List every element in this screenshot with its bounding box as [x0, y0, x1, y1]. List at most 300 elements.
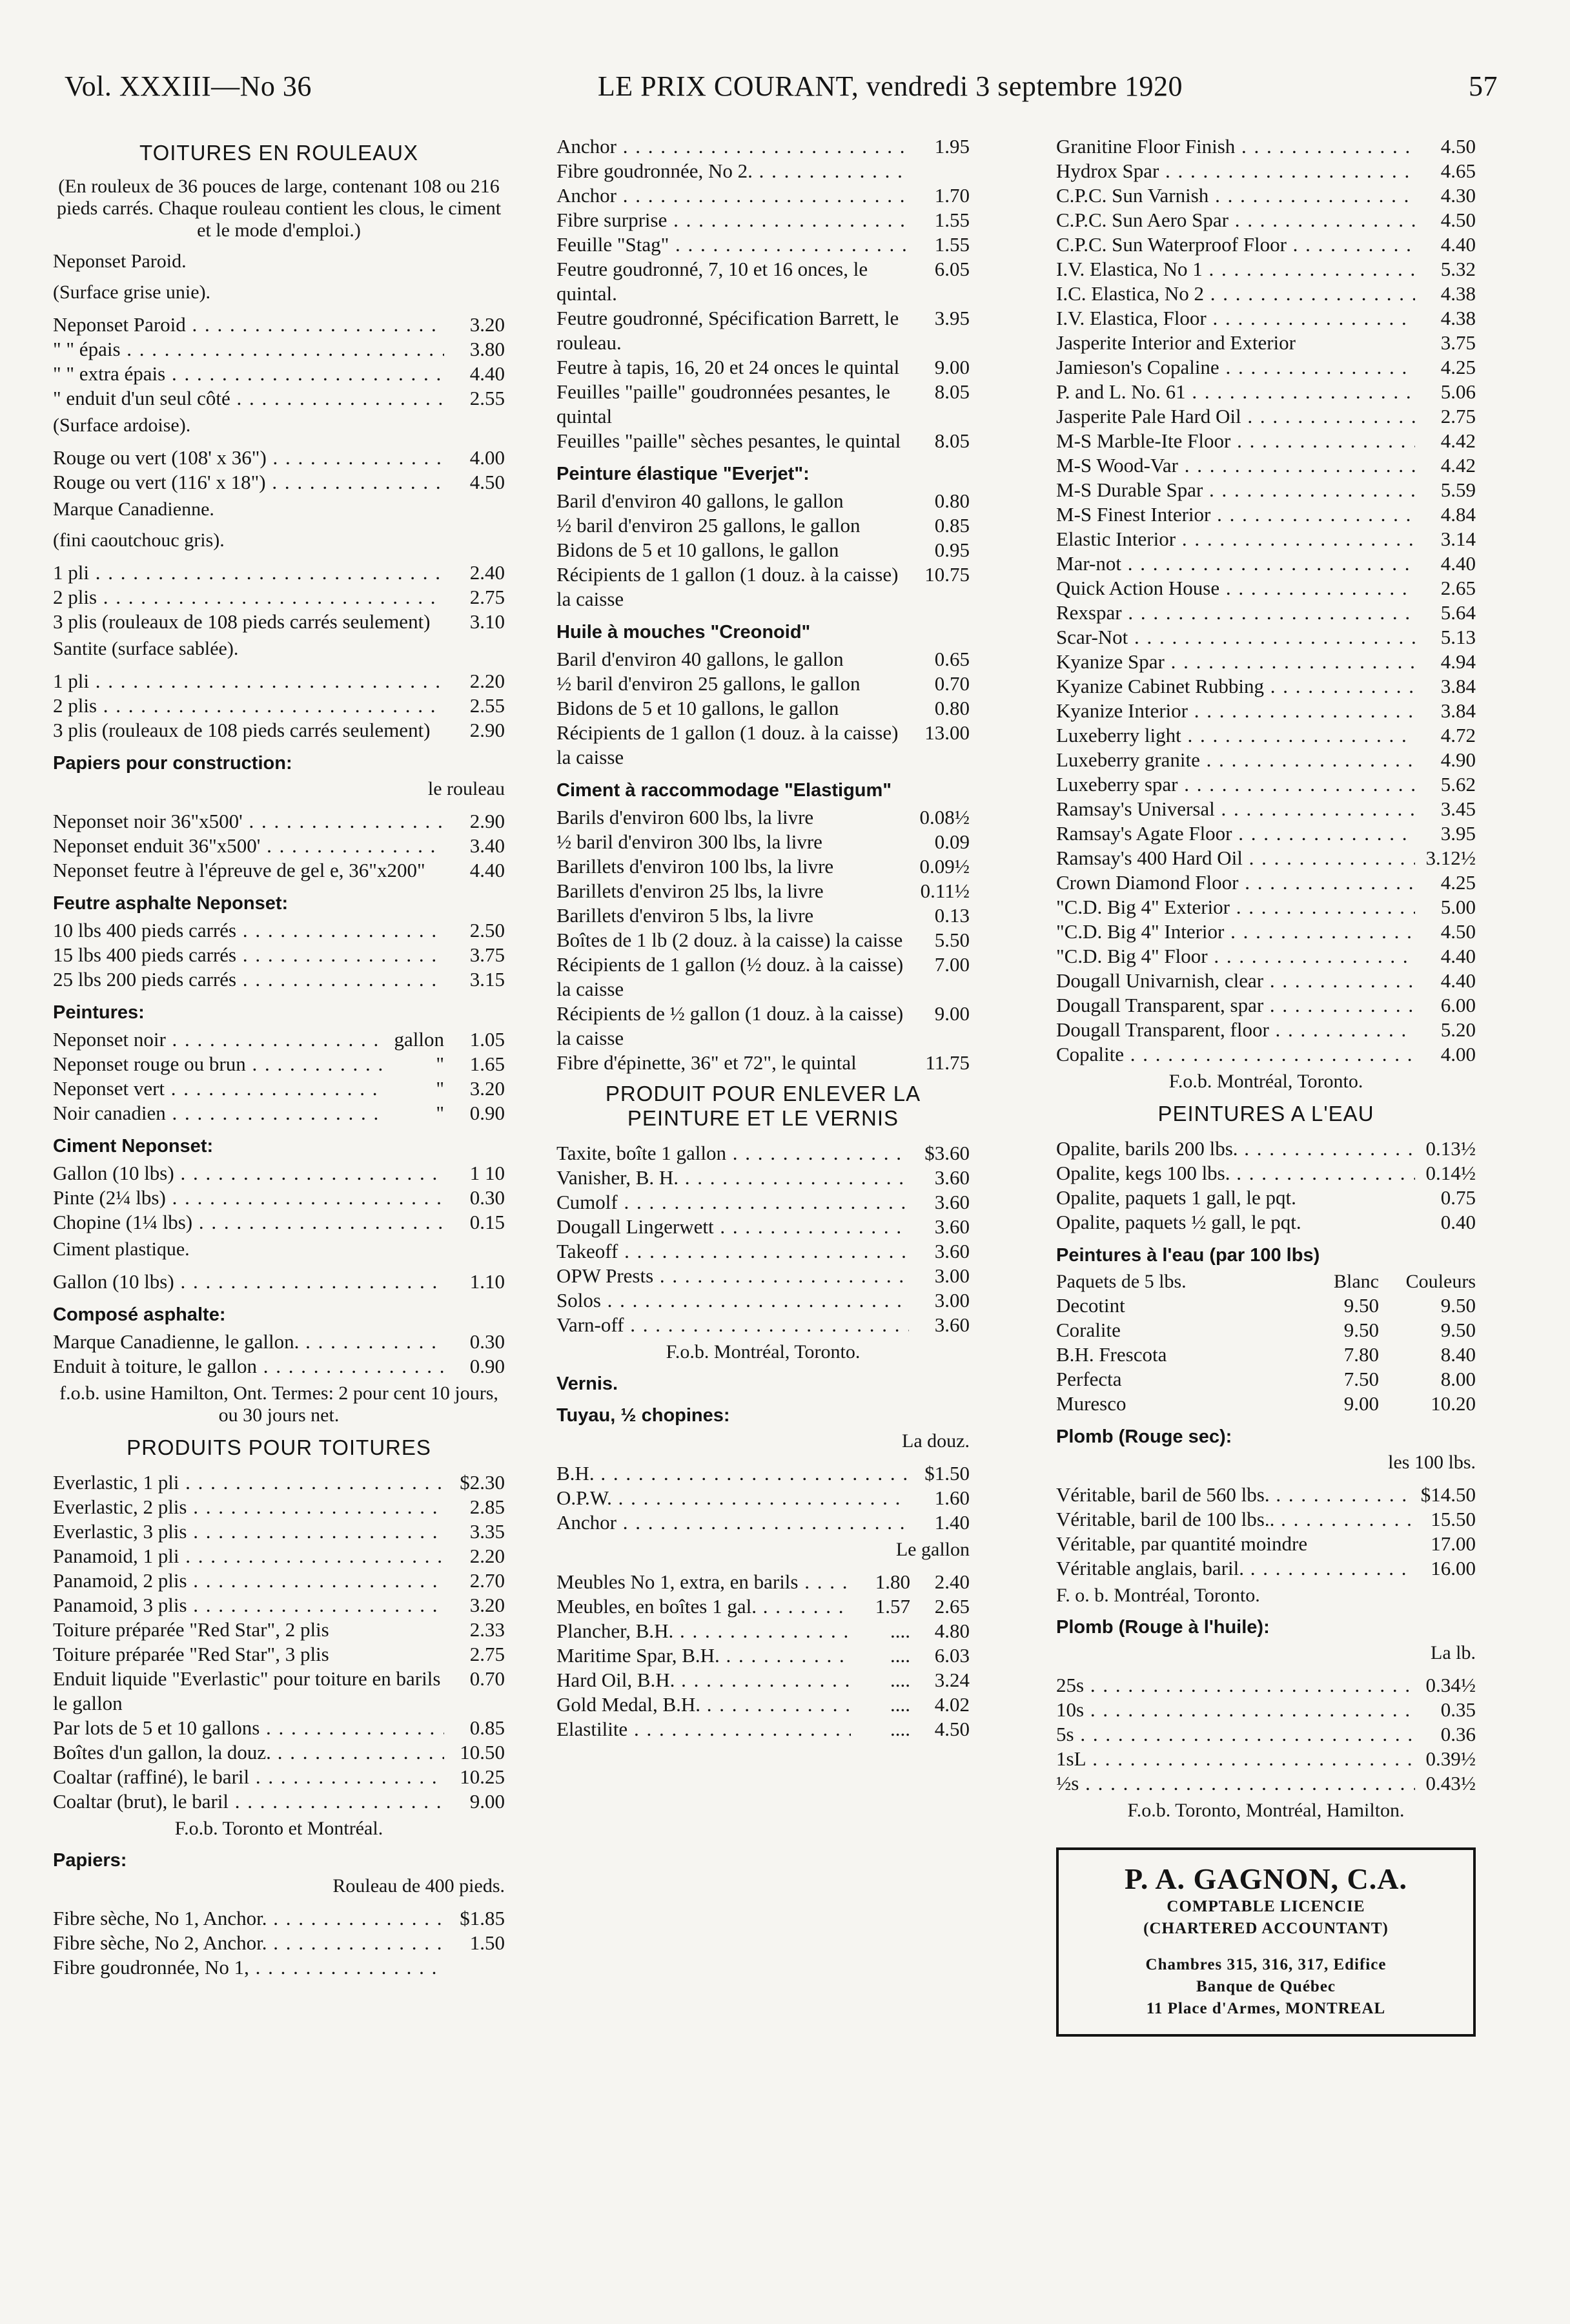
price-row	[53, 470, 505, 495]
subheading: Ciment plastique.	[53, 1239, 190, 1260]
item-name: Kyanize Spar . . .	[1056, 650, 1415, 674]
price-row	[53, 1076, 505, 1101]
ad-line: COMPTABLE LICENCIE	[1167, 1898, 1365, 1915]
price-row	[53, 1667, 505, 1716]
price-row	[53, 362, 505, 386]
item-name: I.V. Elastica, No 1 . . .	[1056, 257, 1415, 282]
price-row	[1056, 478, 1476, 502]
item-price: 8.40	[1440, 1343, 1476, 1366]
price-list	[556, 805, 970, 1075]
price-row	[556, 854, 970, 879]
price-row	[53, 858, 505, 883]
item-name: 2 plis . . .	[53, 694, 444, 718]
item-price: 5.32	[1440, 258, 1476, 280]
price-list	[53, 1906, 505, 1980]
subsection-title: Huile à mouches "Creonoid"	[556, 622, 811, 643]
price-row	[1056, 257, 1476, 282]
unit-label: le rouleau	[427, 778, 505, 799]
item-name: 1sL . . .	[1056, 1747, 1415, 1771]
price-row	[53, 386, 505, 411]
item-price: 7.00	[934, 953, 970, 976]
item-name: B.H. Frescota	[1056, 1343, 1167, 1366]
item-name: P. and L. No. 61 . . .	[1056, 380, 1415, 404]
item-price: 1.55	[934, 233, 970, 256]
item-name: Granitine Floor Finish . . .	[1056, 134, 1415, 159]
price-row	[1056, 282, 1476, 306]
fob-note: F.o.b. Montréal, Toronto.	[1168, 1071, 1363, 1092]
item-price: 0.39½	[1425, 1747, 1476, 1770]
price-row	[1056, 1771, 1476, 1796]
item-name: Opalite, paquets 1 gall, le pqt.	[1056, 1186, 1296, 1209]
price-row	[556, 1486, 970, 1510]
item-name: 25 lbs 200 pieds carrés . . .	[53, 967, 444, 992]
price-list	[556, 489, 970, 612]
item-name: Anchor . . .	[556, 183, 909, 208]
item-name: 10s . . .	[1056, 1698, 1415, 1722]
item-name: B.H. . . .	[556, 1461, 909, 1486]
price-row	[556, 429, 970, 453]
item-name: C.P.C. Sun Waterproof Floor . . .	[1056, 232, 1415, 257]
item-price: 16.00	[1431, 1557, 1476, 1579]
item-price: 9.50	[1440, 1294, 1476, 1317]
subsection-title: Ciment Neponset:	[53, 1136, 214, 1157]
item-name: Neponset Paroid . . .	[53, 313, 444, 337]
price-row	[53, 943, 505, 967]
price-row	[1056, 1367, 1476, 1392]
item-price: 0.30	[469, 1186, 505, 1209]
item-name: Jamieson's Copaline . . .	[1056, 355, 1415, 380]
price-row	[556, 903, 970, 928]
item-price: ....	[890, 1620, 910, 1642]
price-list	[53, 560, 505, 634]
price-row	[1056, 159, 1476, 183]
item-name: Récipients de 1 gallon (1 douz. à la caisse) la caisse	[556, 563, 899, 610]
item-price: 3.75	[1440, 331, 1476, 354]
item-price: 3.40	[469, 834, 505, 857]
item-name: Chopine (1¼ lbs) . . .	[53, 1210, 444, 1235]
item-price: 1.60	[934, 1486, 970, 1509]
price-row	[556, 647, 970, 672]
item-price: 17.00	[1431, 1532, 1476, 1555]
item-name: Plancher, B.H. . . .	[556, 1619, 851, 1643]
price-row	[1056, 993, 1476, 1018]
price-row	[1056, 306, 1476, 331]
subheading: (Surface ardoise).	[53, 415, 191, 436]
item-name: Hydrox Spar . . .	[1056, 159, 1415, 183]
price-row	[1056, 1210, 1476, 1235]
item-price: 1.80	[875, 1570, 910, 1593]
item-name: Opalite, paquets ½ gall, le pqt.	[1056, 1211, 1301, 1233]
price-row	[53, 1740, 505, 1765]
item-name: Fibre sèche, No 1, Anchor. . . .	[53, 1906, 444, 1931]
ad-line: 11 Place d'Armes, MONTREAL	[1146, 2000, 1386, 2017]
price-row	[1056, 1722, 1476, 1747]
item-price: 3.84	[1440, 675, 1476, 697]
item-price: 4.40	[1440, 969, 1476, 992]
item-name: Anchor . . .	[556, 1510, 909, 1535]
price-list	[1056, 1673, 1476, 1796]
item-price: 1 10	[469, 1162, 505, 1184]
price-row	[556, 1461, 970, 1486]
price-row	[556, 1668, 970, 1692]
price-row	[53, 1101, 505, 1126]
item-name: Barils d'environ 600 lbs, la livre	[556, 806, 814, 828]
item-unit: "	[436, 1053, 444, 1075]
item-price: 1.05	[469, 1028, 505, 1051]
price-row	[556, 1643, 970, 1668]
item-name: Hard Oil, B.H. . . .	[556, 1668, 851, 1692]
ad-line: (CHARTERED ACCOUNTANT)	[1143, 1920, 1389, 1937]
item-price: 5.06	[1440, 380, 1476, 403]
unit-label: Le gallon	[895, 1539, 970, 1560]
item-price: 4.50	[1440, 209, 1476, 231]
item-name: Meubles No 1, extra, en barils . . .	[556, 1570, 851, 1594]
item-price: 2.75	[469, 586, 505, 608]
page-header	[65, 70, 1498, 108]
item-name: Véritable anglais, baril. . . .	[1056, 1556, 1415, 1581]
item-name: Neponset noir . . .	[53, 1027, 383, 1052]
item-name: Enduit liquide "Everlastic" pour toiture en barils le gallon	[53, 1667, 441, 1714]
price-row	[1056, 1186, 1476, 1210]
item-price: 3.20	[469, 1077, 505, 1100]
item-name: Varn-off . . .	[556, 1313, 909, 1337]
item-price: 0.90	[469, 1102, 505, 1124]
item-name: "C.D. Big 4" Exterior . . .	[1056, 895, 1415, 920]
item-name: 5s . . .	[1056, 1722, 1415, 1747]
item-name: Luxeberry spar . . .	[1056, 772, 1415, 797]
item-name: Gallon (10 lbs) . . .	[53, 1161, 444, 1186]
price-row	[556, 306, 970, 355]
item-name: Récipients de 1 gallon (1 douz. à la caisse) la caisse	[556, 721, 899, 768]
item-name: 15 lbs 400 pieds carrés . . .	[53, 943, 444, 967]
price-row	[1056, 821, 1476, 846]
price-row	[556, 513, 970, 538]
advertisement-box	[1056, 1847, 1476, 2037]
item-price: ....	[890, 1718, 910, 1740]
item-price: 1.70	[934, 184, 970, 207]
price-row	[1056, 527, 1476, 551]
item-name: Neponset noir 36"x500' . . .	[53, 809, 444, 834]
price-row	[53, 694, 505, 718]
price-row	[1056, 920, 1476, 944]
item-name: 25s . . .	[1056, 1673, 1415, 1698]
price-row	[53, 1642, 505, 1667]
item-price: 0.15	[469, 1211, 505, 1233]
price-row	[53, 669, 505, 694]
item-price: 3.20	[469, 313, 505, 336]
price-row	[53, 1931, 505, 1955]
item-price: $14.50	[1420, 1483, 1476, 1506]
column-3	[1056, 134, 1476, 2037]
item-name: Gallon (10 lbs) . . .	[53, 1270, 444, 1294]
item-price: 3.95	[934, 307, 970, 329]
price-row	[53, 1354, 505, 1379]
item-price: 2.75	[1440, 405, 1476, 427]
item-price: 3.75	[469, 943, 505, 966]
item-name: Muresco	[1056, 1392, 1127, 1415]
item-price: 5.00	[1440, 896, 1476, 918]
price-list	[53, 1470, 505, 1814]
price-row	[556, 672, 970, 696]
price-row	[1056, 1042, 1476, 1067]
price-row	[556, 355, 970, 380]
item-price: 2.40	[934, 1570, 970, 1593]
item-price: 4.50	[934, 1718, 970, 1740]
item-name: Solos . . .	[556, 1288, 909, 1313]
price-row	[1056, 208, 1476, 232]
price-row	[1056, 895, 1476, 920]
item-price: 5.64	[1440, 601, 1476, 624]
item-price: 3.60	[934, 1240, 970, 1262]
item-price: 4.40	[1440, 233, 1476, 256]
price-row	[1056, 1161, 1476, 1186]
price-row	[1056, 355, 1476, 380]
item-name: Perfecta	[1056, 1368, 1122, 1390]
price-row	[1056, 232, 1476, 257]
item-price: 0.85	[469, 1716, 505, 1739]
item-name: Elastic Interior . . .	[1056, 527, 1415, 551]
price-row	[1056, 674, 1476, 699]
price-row	[1056, 723, 1476, 748]
subsection-title: Plomb (Rouge à l'huile):	[1056, 1617, 1270, 1638]
price-row	[1056, 870, 1476, 895]
price-row	[556, 1313, 970, 1337]
price-row	[556, 1166, 970, 1190]
item-price: 0.08½	[919, 806, 970, 828]
item-name: Opalite, barils 200 lbs. . . .	[1056, 1136, 1415, 1161]
item-price: ....	[890, 1693, 910, 1716]
item-price: 4.25	[1440, 356, 1476, 378]
price-list	[1056, 1483, 1476, 1581]
ad-name: P. A. GAGNON, C.A.	[1125, 1862, 1407, 1895]
price-row	[53, 313, 505, 337]
item-price: 10.25	[460, 1765, 505, 1788]
price-row	[1056, 944, 1476, 969]
subsection-title: Ciment à raccommodage "Elastigum"	[556, 780, 892, 801]
item-price: 2.55	[469, 694, 505, 717]
subheading: Neponset Paroid.	[53, 251, 187, 272]
unit-label: La douz.	[902, 1430, 970, 1452]
item-price: 4.40	[469, 362, 505, 385]
price-row	[556, 1190, 970, 1215]
item-price: 1.10	[469, 1270, 505, 1293]
price-row	[53, 1027, 505, 1052]
item-price: 4.00	[469, 446, 505, 469]
item-price: 5.20	[1440, 1018, 1476, 1041]
price-list	[556, 1461, 970, 1535]
item-name: Barillets d'environ 100 lbs, la livre	[556, 855, 834, 878]
item-name: Taxite, boîte 1 gallon . . .	[556, 1141, 909, 1166]
price-row	[556, 1619, 970, 1643]
unit-label: les 100 lbs.	[1388, 1452, 1476, 1473]
item-name: Copalite . . .	[1056, 1042, 1415, 1067]
fob-note: F. o. b. Montréal, Toronto.	[1056, 1585, 1260, 1606]
item-name: Toiture préparée "Red Star", 2 plis	[53, 1618, 329, 1641]
fob-note: F.o.b. Toronto et Montréal.	[174, 1818, 383, 1839]
item-price: 9.50	[1343, 1294, 1379, 1317]
item-price: 4.42	[1440, 429, 1476, 452]
price-row	[53, 1955, 505, 1980]
item-price: 4.25	[1440, 871, 1476, 894]
masthead: LE PRIX COURANT, vendredi 3 septembre 1920	[597, 70, 1183, 102]
price-row	[53, 1593, 505, 1618]
price-row	[1056, 380, 1476, 404]
price-row	[1056, 1018, 1476, 1042]
item-name: 3 plis (rouleaux de 108 pieds carrés seulement)	[53, 610, 431, 633]
subsection-title: Papiers:	[53, 1850, 127, 1871]
column-1	[53, 134, 505, 1980]
item-name: Luxeberry light . . .	[1056, 723, 1415, 748]
price-row	[556, 380, 970, 429]
item-price: 2.90	[469, 719, 505, 741]
subsection-title: Plomb (Rouge sec):	[1056, 1426, 1232, 1447]
price-row	[53, 1186, 505, 1210]
item-price: 3.35	[469, 1520, 505, 1543]
price-row	[1056, 846, 1476, 870]
price-row	[556, 1215, 970, 1239]
item-name: Luxeberry granite . . .	[1056, 748, 1415, 772]
table-header-cell: Couleurs	[1405, 1271, 1476, 1292]
item-price: 0.90	[469, 1355, 505, 1377]
item-name: Bidons de 5 et 10 gallons, le gallon	[556, 697, 839, 719]
fob-note: F.o.b. Montréal, Toronto.	[666, 1341, 861, 1363]
price-row	[1056, 1747, 1476, 1771]
item-name: 10 lbs 400 pieds carrés . . .	[53, 918, 444, 943]
item-price: 0.85	[934, 514, 970, 537]
item-price: 0.14½	[1425, 1162, 1476, 1184]
item-name: 1 pli . . .	[53, 669, 444, 694]
price-row	[556, 1510, 970, 1535]
item-price: ....	[890, 1669, 910, 1691]
price-row	[556, 232, 970, 257]
item-name: Kyanize Cabinet Rubbing . . .	[1056, 674, 1415, 699]
subsection-title: Composé asphalte:	[53, 1304, 226, 1325]
item-name: Récipients de ½ gallon (1 douz. à la caisse) la caisse	[556, 1002, 904, 1049]
item-price: 2.75	[469, 1643, 505, 1665]
item-name: I.C. Elastica, No 2 . . .	[1056, 282, 1415, 306]
price-row	[1056, 1673, 1476, 1698]
price-row	[556, 1141, 970, 1166]
item-price: 4.00	[1440, 1043, 1476, 1065]
item-name: M-S Wood-Var . . .	[1056, 453, 1415, 478]
price-row	[53, 1618, 505, 1642]
item-name: Baril d'environ 40 gallons, le gallon	[556, 489, 844, 512]
price-row	[1056, 1556, 1476, 1581]
price-list	[53, 1270, 505, 1294]
item-price: 10.75	[924, 563, 970, 586]
price-row	[556, 208, 970, 232]
item-name: Anchor . . .	[556, 134, 909, 159]
item-price: 0.70	[934, 672, 970, 695]
subsection-title: Peinture élastique "Everjet":	[556, 464, 810, 484]
item-name: Ramsay's Agate Floor . . .	[1056, 821, 1415, 846]
price-list	[53, 918, 505, 992]
price-row	[1056, 772, 1476, 797]
price-row	[53, 560, 505, 585]
price-row	[1056, 601, 1476, 625]
subsection-title: Feutre asphalte Neponset:	[53, 893, 289, 914]
item-name: Meubles, en boîtes 1 gal. . . .	[556, 1594, 851, 1619]
item-price: 4.50	[469, 471, 505, 493]
item-name: Neponset vert . . .	[53, 1076, 383, 1101]
price-list	[53, 446, 505, 495]
item-price: 10.20	[1431, 1392, 1476, 1415]
price-row	[1056, 1342, 1476, 1367]
item-price: 0.70	[469, 1667, 505, 1690]
price-row	[53, 1906, 505, 1931]
item-price: 4.38	[1440, 282, 1476, 305]
item-price: 3.60	[934, 1313, 970, 1336]
subheading: (Surface grise unie).	[53, 282, 211, 303]
item-name: Neponset enduit 36"x500' . . .	[53, 834, 444, 858]
item-price: 8.00	[1440, 1368, 1476, 1390]
item-name: Cumolf . . .	[556, 1190, 909, 1215]
item-unit: "	[436, 1077, 444, 1100]
item-price: 11.75	[925, 1051, 970, 1074]
price-row	[556, 1570, 970, 1594]
item-name: Ramsay's 400 Hard Oil . . .	[1056, 846, 1415, 870]
item-price: 0.13½	[1425, 1137, 1476, 1160]
section-title: TOITURES EN ROULEAUX	[139, 141, 418, 165]
item-price: 0.80	[934, 697, 970, 719]
item-name: Rexspar . . .	[1056, 601, 1415, 625]
price-row	[53, 1544, 505, 1568]
item-name: Everlastic, 2 plis . . .	[53, 1495, 444, 1519]
item-price: 0.11½	[920, 879, 970, 902]
item-price: 10.50	[460, 1741, 505, 1764]
item-price: 4.40	[1440, 552, 1476, 575]
item-name: ½s . . .	[1056, 1771, 1415, 1796]
item-price: 6.05	[934, 258, 970, 280]
item-price: 0.65	[934, 648, 970, 670]
item-price: ....	[890, 1644, 910, 1667]
price-row	[1056, 797, 1476, 821]
item-price: 3.60	[934, 1215, 970, 1238]
item-name: Rouge ou vert (108' x 36") . . .	[53, 446, 444, 470]
price-row	[556, 159, 970, 183]
item-name: C.P.C. Sun Aero Spar . . .	[1056, 208, 1415, 232]
item-price: 3.95	[1440, 822, 1476, 845]
price-row	[556, 489, 970, 513]
item-price: 2.65	[1440, 577, 1476, 599]
item-price: 9.00	[934, 1002, 970, 1025]
ad-line: Banque de Québec	[1196, 1978, 1336, 1995]
item-price: 3.80	[469, 338, 505, 360]
price-list	[53, 1330, 505, 1379]
item-price: 5.50	[934, 929, 970, 951]
item-name: Enduit à toiture, le gallon . . .	[53, 1354, 444, 1379]
price-row	[1056, 331, 1476, 355]
price-row	[1056, 551, 1476, 576]
price-row	[556, 1002, 970, 1051]
table-header	[1056, 1270, 1476, 1293]
item-name: 1 pli . . .	[53, 560, 444, 585]
item-price: 2.33	[469, 1618, 505, 1641]
unit-label: La lb.	[1431, 1642, 1476, 1663]
item-price: 3.20	[469, 1594, 505, 1616]
subsection-title: Peintures à l'eau (par 100 lbs)	[1056, 1245, 1320, 1266]
item-name: Dougall Transparent, floor . . .	[1056, 1018, 1415, 1042]
item-price: 4.02	[934, 1693, 970, 1716]
item-price: 13.00	[924, 721, 970, 744]
item-name: ½ baril d'environ 25 gallons, le gallon	[556, 514, 861, 537]
price-list	[1056, 134, 1476, 1067]
table-header-cell: Paquets de 5 lbs.	[1056, 1271, 1187, 1292]
price-row	[556, 134, 970, 159]
item-name: Maritime Spar, B.H. . . .	[556, 1643, 851, 1668]
item-price: 4.38	[1440, 307, 1476, 329]
price-row	[1056, 650, 1476, 674]
